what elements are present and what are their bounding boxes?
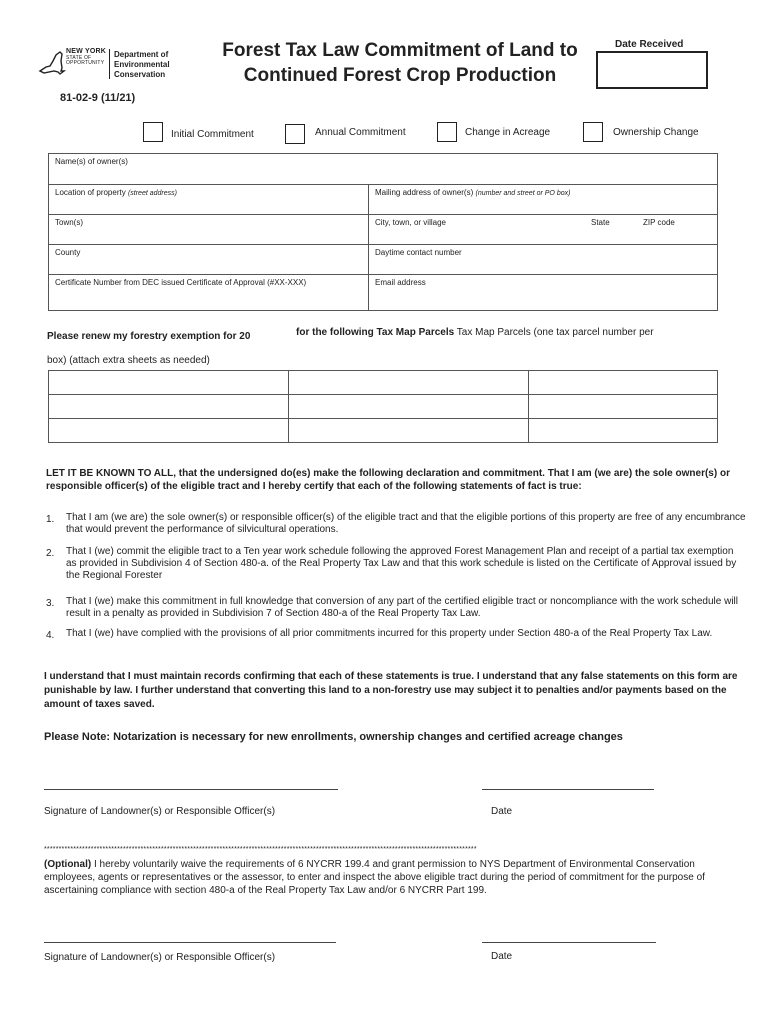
mailing-hint: (number and street or PO box) <box>475 190 571 197</box>
renew-exemption-text: Please renew my forestry exemption for 20 <box>47 331 251 342</box>
county-label: County <box>55 248 81 257</box>
parcel-cell[interactable] <box>289 395 529 419</box>
tax-parcel-table <box>48 370 718 443</box>
email-field[interactable] <box>369 275 718 311</box>
statement-text: That I am (we are) the sole owner(s) or responsible officer(s) of the eligible tract and that the eligible portions of this property are free of any encumbrance that would prevent the performance of silvicultural operations. <box>66 512 746 535</box>
state-wordmark <box>66 48 106 66</box>
dept-line-3: Conservation <box>114 70 166 79</box>
owners-field[interactable] <box>49 154 718 185</box>
parcel-cell[interactable] <box>49 419 289 443</box>
parcel-cell[interactable] <box>289 371 529 395</box>
initial-commitment-label: Initial Commitment <box>171 129 254 140</box>
owners-label: Name(s) of owner(s) <box>55 157 128 166</box>
department-name <box>114 50 170 80</box>
date-line[interactable] <box>482 789 654 790</box>
city-state-zip-field[interactable] <box>369 215 718 245</box>
optional-waiver <box>44 858 734 897</box>
mailing-label: Mailing address of owner(s) <box>375 188 474 197</box>
phone-label: Daytime contact number <box>375 248 462 257</box>
state-tagline-1: STATE OF <box>66 55 92 61</box>
parcel-cell[interactable] <box>49 371 289 395</box>
separator-stars: **************************************************************************************************************************************************** <box>44 846 477 853</box>
towns-label: Town(s) <box>55 218 84 227</box>
ownership-change-label: Ownership Change <box>613 127 699 138</box>
date-label-2: Date <box>491 951 513 962</box>
email-label: Email address <box>375 278 426 287</box>
statement-number: 3. <box>46 598 55 609</box>
optional-label: (Optional) <box>44 859 92 870</box>
date-received-label: Date Received <box>615 39 684 50</box>
towns-field[interactable] <box>49 215 369 245</box>
statement-text: That I (we) make this commitment in full knowledge that conversion of any part of the certified eligible tract or noncompliance with the work schedule will result in a penalty as provided in Subdivision 7 of Section 480-a of the Real Property Tax Law. <box>66 596 738 619</box>
logo-divider <box>109 49 110 79</box>
signature-label-2: Signature of Landowner(s) or Responsible Officer(s) <box>44 952 276 963</box>
initial-commitment-checkbox[interactable] <box>143 122 163 142</box>
date-line-2[interactable] <box>482 942 656 943</box>
attach-sheets-text: box) (attach extra sheets as needed) <box>47 355 210 366</box>
change-in-acreage-checkbox[interactable] <box>437 122 457 142</box>
location-label: Location of property <box>55 188 126 197</box>
parcel-cell[interactable] <box>529 371 718 395</box>
form-number: 81-02-9 (11/21) <box>60 92 136 104</box>
dept-line-2: Environmental <box>114 60 170 69</box>
optional-text: I hereby voluntarily waive the requirements of 6 NYCRR 199.4 and grant permission to NYS Department of Environmental Conservation employees, agents or representatives or the assessor, to enter and inspect the above eligible tract during the period of commitment for the purpose of ascertaining compliance with section 480-a of the Real Property Tax Law and/or 6 NYCRR Part 199. <box>44 859 705 896</box>
statement-text: That I (we) have complied with the provisions of all prior commitments incurred for this property under Section 480-a of the Real Property Tax Law. <box>66 628 713 639</box>
owner-info-table <box>48 153 718 311</box>
zip-label: ZIP code <box>643 218 675 227</box>
certificate-field[interactable] <box>49 275 369 311</box>
declaration-text: LET IT BE KNOWN TO ALL, that the undersigned do(es) make the following declaration and commitment. That I am (we are) the sole owner(s) or responsible officer(s) of the eligible tract and I hereby certify that each of the following statements of fact is true: <box>46 468 730 492</box>
state-name: NEW YORK <box>66 48 106 55</box>
signature-line[interactable] <box>44 789 338 790</box>
date-received-box[interactable] <box>596 51 708 89</box>
change-in-acreage-label: Change in Acreage <box>465 127 551 138</box>
state-label: State <box>591 218 610 227</box>
parcel-cell[interactable] <box>289 419 529 443</box>
understanding-statement: I understand that I must maintain records confirming that each of these statements is true. I understand that any false statements on this form are punishable by law. I further understand that converting this land to a non-forestry use may subject it to penalties and/or payments based on the amount of taxes saved. <box>44 671 738 710</box>
title-line-2: Continued Forest Crop Production <box>243 65 557 86</box>
certificate-label: Certificate Number from DEC issued Certificate of Approval (#XX-XXX) <box>55 278 307 287</box>
notarization-note: Please Note: Notarization is necessary for new enrollments, ownership changes and certified acreage changes <box>44 731 623 743</box>
state-tagline-2: OPPORTUNITY <box>66 60 105 66</box>
signature-line-2[interactable] <box>44 942 336 943</box>
statement-text: That I (we) commit the eligible tract to a Ten year work schedule following the approved Forest Management Plan and receipt of a partial tax exemption as provided in Subdivision 4 of Section 480-a. of the Real Property Tax Law and that this work schedule is listed on the Certificate of Approval issued by the Regional Forester <box>66 546 737 581</box>
location-hint: (street address) <box>127 190 177 197</box>
title-line-1: Forest Tax Law Commitment of Land to <box>222 40 578 61</box>
new-york-state-outline-icon <box>36 49 66 79</box>
ownership-change-checkbox[interactable] <box>583 122 603 142</box>
county-field[interactable] <box>49 245 369 275</box>
statement-number: 4. <box>46 630 55 641</box>
signature-label: Signature of Landowner(s) or Responsible Officer(s) <box>44 806 276 817</box>
statement-number: 1. <box>46 514 55 525</box>
city-label: City, town, or village <box>375 218 446 227</box>
parcel-cell[interactable] <box>529 419 718 443</box>
date-label: Date <box>491 806 513 817</box>
dept-line-1: Department of <box>114 50 169 59</box>
parcel-cell[interactable] <box>49 395 289 419</box>
annual-commitment-checkbox[interactable] <box>285 124 305 144</box>
mailing-field[interactable] <box>369 185 718 215</box>
tax-map-parcels-bold: for the following Tax Map Parcels <box>296 327 455 338</box>
location-field[interactable] <box>49 185 369 215</box>
tax-map-parcels-text <box>296 327 654 338</box>
parcel-cell[interactable] <box>529 395 718 419</box>
phone-field[interactable] <box>369 245 718 275</box>
nys-dec-logo <box>36 45 186 85</box>
annual-commitment-label: Annual Commitment <box>315 127 406 138</box>
tax-map-parcels-rest: Tax Map Parcels (one tax parcel number per <box>456 327 654 338</box>
statement-number: 2. <box>46 548 55 559</box>
form-title <box>200 38 600 88</box>
